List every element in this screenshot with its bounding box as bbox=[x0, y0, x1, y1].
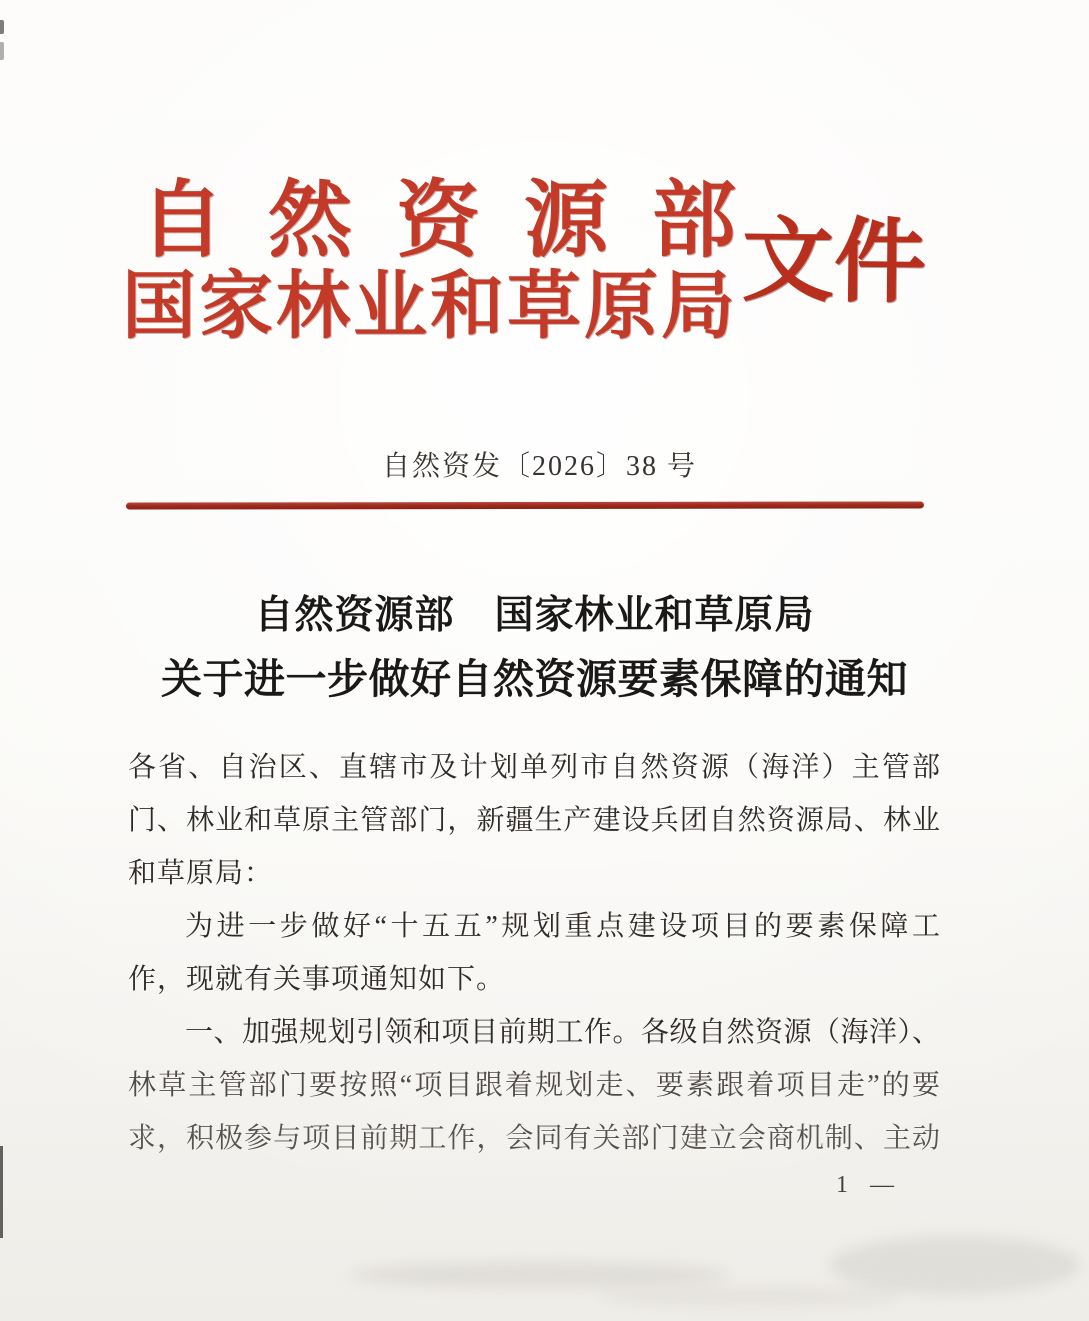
letterhead-agency-line-1: 自然资源部 bbox=[140, 175, 781, 268]
scan-smudge bbox=[600, 1288, 900, 1306]
document-number: 自然资发〔2026〕38 号 bbox=[382, 451, 698, 482]
body-line: 一、加强规划引领和项目前期工作。各级自然资源（海洋）、 bbox=[185, 1017, 940, 1048]
body-line: 求，积极参与项目前期工作，会同有关部门建立会商机制、主动 bbox=[128, 1123, 940, 1154]
body-line: 作，现就有关事项通知如下。 bbox=[128, 964, 506, 995]
body-line: 林草主管部门要按照“项目跟着规划走、要素跟着项目走”的要 bbox=[128, 1070, 940, 1101]
scan-smudge bbox=[830, 1236, 1080, 1294]
document-title-line-1: 自然资源部 国家林业和草原局 bbox=[254, 594, 815, 637]
body-line: 门、林业和草原主管部门，新疆生产建设兵团自然资源局、林业 bbox=[128, 805, 940, 836]
scan-edge-mark bbox=[0, 1146, 3, 1238]
scan-smudge bbox=[350, 1262, 730, 1288]
document-body bbox=[128, 741, 940, 1165]
scan-edge-mark bbox=[0, 42, 4, 60]
red-divider-line bbox=[126, 501, 924, 509]
body-line: 和草原局： bbox=[128, 858, 274, 889]
scan-edge-mark bbox=[0, 20, 4, 34]
body-line: 为进一步做好“十五五”规划重点建设项目的要素保障工 bbox=[185, 911, 940, 942]
document-title bbox=[0, 594, 1079, 703]
page-number: 1 — bbox=[836, 1172, 894, 1198]
document-title-line-2: 关于进一步做好自然资源要素保障的通知 bbox=[161, 655, 908, 702]
letterhead-doc-type-label: 文件 bbox=[741, 210, 927, 314]
body-line: 各省、自治区、直辖市及计划单列市自然资源（海洋）主管部 bbox=[128, 752, 940, 783]
letterhead-agency-line-2: 国家林业和草原局 bbox=[122, 266, 738, 348]
